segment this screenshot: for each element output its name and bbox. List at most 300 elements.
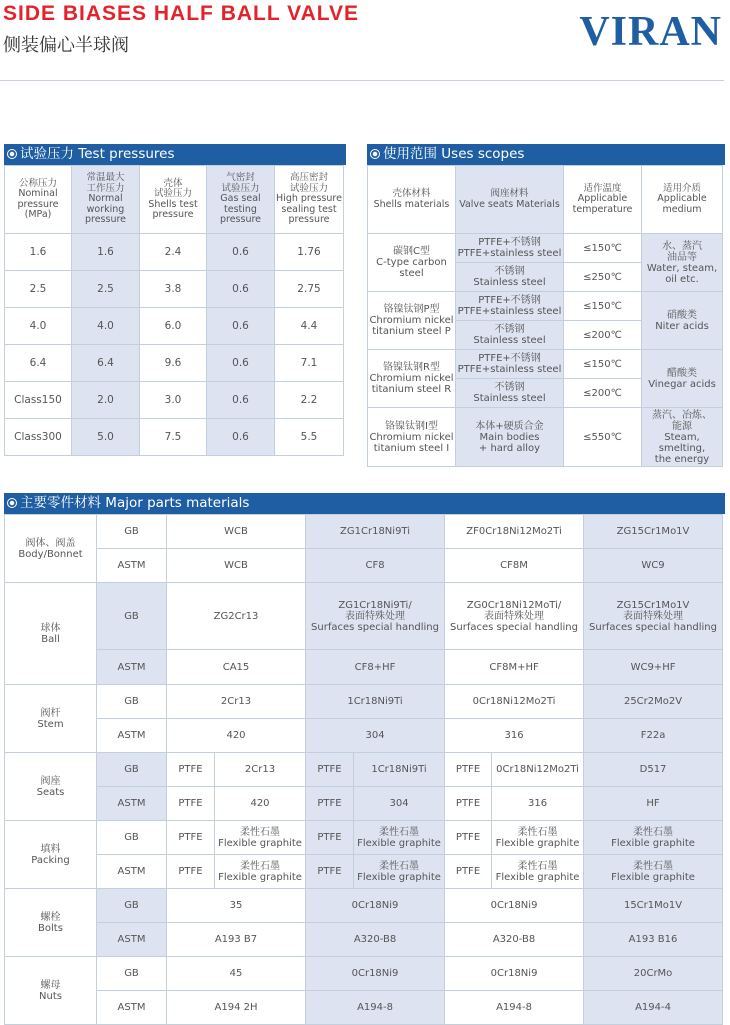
material (215, 855, 306, 889)
cell-text: Water, steam, (646, 262, 718, 274)
cell-text: 15Cr1Mo1V (623, 900, 683, 911)
cell-text: A193 B7 (214, 934, 258, 945)
cell-text: PTFE (455, 798, 481, 809)
cell-text: 0.6 (232, 245, 249, 258)
material (306, 685, 445, 719)
cell-text: WC9+HF (630, 661, 676, 673)
cell-text: ≤200℃ (583, 387, 622, 399)
cell-text: Flexible graphite (495, 837, 580, 849)
cell-text: CF8M+HF (489, 661, 539, 673)
table-cell (5, 345, 72, 382)
material (445, 583, 584, 650)
seat-material (456, 292, 564, 321)
material (167, 991, 306, 1025)
material (306, 583, 445, 650)
cell-text: Seats (36, 786, 65, 798)
table-row (5, 419, 344, 456)
material (445, 855, 492, 889)
table-row (5, 821, 723, 855)
cell-text: GB (124, 526, 139, 537)
part-name (5, 821, 97, 889)
standard (97, 549, 167, 583)
table-row (5, 685, 723, 719)
cell-text: WC9 (641, 560, 665, 571)
table-row (5, 515, 723, 549)
cell-text: 304 (389, 798, 409, 809)
uses-scopes-title: 使用范围 Uses scopes (383, 146, 525, 162)
table-cell (5, 382, 72, 419)
cell-text: A194-8 (357, 1002, 393, 1013)
material (167, 685, 306, 719)
standard (97, 889, 167, 923)
seat-material (456, 379, 564, 408)
cell-text: 2Cr13 (220, 696, 252, 707)
uses-scopes-table (367, 165, 723, 467)
cell-text: PTFE (178, 798, 203, 809)
temperature (564, 350, 642, 379)
cell-text: PTFE (178, 764, 203, 775)
cell-text: 0.6 (232, 393, 249, 406)
table-cell (140, 308, 207, 345)
shell-material (368, 408, 456, 467)
material (445, 821, 492, 855)
cell-text: 1Cr18Ni9Ti (347, 696, 403, 707)
cell-text: 本体+硬质合金 (475, 420, 544, 432)
cell-text: 0Cr18Ni9 (490, 968, 538, 979)
cell-text: PTFE (317, 764, 342, 775)
table-cell (207, 345, 275, 382)
cell-text: Niter acids (655, 320, 709, 332)
table-cell (72, 308, 140, 345)
material (167, 787, 215, 821)
cell-text: CF8+HF (354, 661, 396, 673)
material (306, 650, 445, 685)
cell-text: 填料 (40, 843, 61, 855)
cell-text: GB (124, 610, 139, 622)
standard (97, 923, 167, 957)
cell-text: PTFE+stainless steel (457, 306, 562, 317)
cell-text: PTFE (178, 832, 203, 843)
table-cell (275, 271, 344, 308)
cell-text: 壳体 (163, 177, 183, 189)
cell-text: PTFE+stainless steel (457, 248, 562, 259)
material (354, 821, 445, 855)
table-cell (72, 419, 140, 456)
cell-text: 能源 (672, 420, 692, 432)
table-cell (5, 271, 72, 308)
cell-text: ASTM (117, 730, 146, 741)
cell-text: Stainless steel (473, 277, 546, 288)
cell-text: 35 (229, 900, 243, 911)
seat-material (456, 408, 564, 467)
column-header (564, 166, 642, 234)
table-row (368, 350, 723, 379)
table-row (368, 408, 723, 467)
cell-text: titanium steel R (371, 384, 452, 395)
cell-text: 醋酸类 (667, 367, 697, 379)
table-row (5, 382, 344, 419)
cell-text: 304 (365, 730, 385, 741)
cell-text: 316 (504, 730, 524, 741)
cell-text: Nuts (39, 990, 62, 1002)
cell-text: 高压密封 (289, 172, 328, 184)
cell-text: Shells materials (373, 198, 450, 210)
cell-text: 1.6 (29, 245, 47, 258)
cell-text: 2.5 (97, 282, 114, 295)
temperature (564, 263, 642, 292)
column-header (275, 166, 344, 234)
cell-text: CA15 (222, 661, 250, 673)
cell-text: 1.6 (97, 245, 114, 258)
cell-text: PTFE (455, 832, 481, 843)
cell-text: 2.4 (164, 245, 182, 258)
medium (642, 292, 723, 350)
cell-text: 阀杆 (40, 707, 61, 719)
cell-text: HF (646, 798, 660, 809)
cell-text: 3.0 (164, 393, 182, 406)
material (306, 549, 445, 583)
cell-text: 6.0 (164, 319, 182, 332)
cell-text: steel (399, 268, 424, 279)
material (584, 923, 723, 957)
table-cell (207, 271, 275, 308)
table-row (5, 583, 723, 650)
cell-text: 阀座材料 (490, 188, 529, 199)
cell-text: 45 (229, 968, 243, 979)
shell-material (368, 234, 456, 292)
cell-text: 柔性石墨 (517, 860, 558, 872)
cell-text: Body/Bonnet (18, 548, 83, 560)
material (445, 889, 584, 923)
cell-text: A320-B8 (492, 934, 536, 945)
bullet-icon (370, 149, 380, 159)
cell-text: 4.4 (300, 319, 318, 332)
cell-text: 柔性石墨 (379, 826, 420, 838)
cell-text: 工作压力 (86, 182, 125, 194)
table-header-row (368, 166, 723, 234)
cell-text: 420 (250, 798, 270, 809)
seat-material (456, 350, 564, 379)
cell-text: GB (124, 696, 139, 707)
table-cell (5, 234, 72, 271)
cell-text: 0.6 (232, 356, 249, 369)
cell-text: 2.5 (29, 282, 47, 295)
cell-text: PTFE (317, 832, 342, 843)
table-row (5, 719, 723, 753)
cell-text: 不锈钢 (494, 266, 525, 277)
bullet-icon (7, 149, 17, 159)
cell-text: pressure (219, 214, 262, 226)
column-header (642, 166, 723, 234)
cell-text: (MPa) (24, 209, 52, 220)
cell-text: D517 (639, 764, 667, 775)
cell-text: 试验压力 (289, 182, 328, 194)
table-cell (275, 234, 344, 271)
column-header (456, 166, 564, 234)
material (584, 753, 723, 787)
cell-text: 螺栓 (40, 911, 61, 923)
cell-text: Gas seal (220, 193, 261, 205)
cell-text: 硝酸类 (667, 309, 697, 321)
material (167, 821, 215, 855)
header-divider (0, 80, 724, 81)
material (445, 753, 492, 787)
table-cell (275, 382, 344, 419)
material (445, 549, 584, 583)
table-cell (207, 234, 275, 271)
table-row (5, 991, 723, 1025)
cell-text: GB (124, 764, 139, 775)
cell-text: 2.75 (297, 282, 321, 295)
table-cell (140, 419, 207, 456)
standard (97, 583, 167, 650)
material (492, 821, 584, 855)
cell-text: 5.0 (97, 430, 114, 443)
temperature (564, 234, 642, 263)
material (445, 650, 584, 685)
table-row (5, 923, 723, 957)
cell-text: + hard alloy (478, 442, 541, 454)
cell-text: A320-B8 (353, 934, 397, 945)
cell-text: Surfaces special handling (311, 621, 439, 633)
cell-text: pressure (84, 214, 127, 226)
cell-text: 3.8 (164, 282, 182, 295)
cell-text: pressure (17, 198, 59, 210)
standard (97, 515, 167, 549)
standard (97, 650, 167, 685)
cell-text: GB (124, 832, 139, 843)
major-parts-title-bar (4, 493, 725, 514)
cell-text: Flexible graphite (357, 871, 441, 883)
cell-text: ≤150℃ (583, 358, 622, 370)
cell-text: Steam, smelting, (658, 431, 706, 454)
table-row (5, 650, 723, 685)
standard (97, 787, 167, 821)
table-row (5, 889, 723, 923)
part-name (5, 583, 97, 685)
material (584, 821, 723, 855)
seat-material (456, 321, 564, 350)
cell-text: ASTM (117, 1002, 146, 1013)
cell-text: 铬镍钛钢R型 (383, 362, 440, 373)
cell-text: Flexible graphite (611, 837, 695, 849)
cell-text: PTFE (455, 764, 481, 775)
cell-text: Chromium nickel (369, 315, 454, 326)
cell-text: WCB (224, 560, 248, 571)
table-row (368, 292, 723, 321)
cell-text: PTFE+不锈钢 (478, 237, 541, 248)
cell-text: 柔性石墨 (240, 826, 280, 838)
cell-text: 常温最大 (86, 172, 125, 184)
table-row (5, 345, 344, 382)
cell-text: Stainless steel (473, 335, 546, 346)
table-cell (275, 345, 344, 382)
cell-text: High pressure (276, 193, 342, 205)
cell-text: CF8 (365, 560, 385, 571)
table-row (5, 787, 723, 821)
cell-text: ≤150℃ (583, 300, 622, 312)
table-cell (5, 308, 72, 345)
table-cell (5, 419, 72, 456)
table-row (5, 549, 723, 583)
cell-text: 阀体、阀盖 (25, 537, 76, 549)
column-header (368, 166, 456, 234)
cell-text: pressure (288, 214, 330, 226)
cell-text: 420 (226, 730, 246, 741)
material (584, 957, 723, 991)
cell-text: 表面特殊处理 (345, 610, 406, 622)
cell-text: temperature (572, 203, 633, 215)
cell-text: 试验压力 (153, 188, 192, 199)
cell-text: 1.76 (297, 245, 321, 258)
table-header-row (5, 166, 344, 234)
material (167, 855, 215, 889)
material (354, 855, 445, 889)
cell-text: 7.5 (164, 430, 182, 443)
cell-text: Vinegar acids (648, 378, 716, 390)
cell-text: ASTM (117, 560, 146, 571)
medium (642, 350, 723, 408)
cell-text: ASTM (117, 866, 146, 877)
material (492, 855, 584, 889)
cell-text: 碳钢C型 (393, 246, 430, 257)
table-cell (140, 382, 207, 419)
standard (97, 685, 167, 719)
table-cell (140, 345, 207, 382)
material (306, 923, 445, 957)
cell-text: A194-8 (496, 1002, 532, 1013)
test-pressures-title-bar (4, 144, 346, 165)
cell-text: 铬镍钛钢I型 (385, 420, 438, 432)
cell-text: 1Cr18Ni9Ti (371, 764, 427, 775)
shell-material (368, 292, 456, 350)
material (167, 719, 306, 753)
table-cell (207, 308, 275, 345)
cell-text: 2.0 (97, 393, 114, 406)
cell-text: 壳体材料 (392, 188, 431, 199)
page-title-cn: 侧装偏心半球阀 (3, 35, 129, 56)
cell-text: 2Cr13 (244, 764, 276, 775)
cell-text: 0Cr18Ni12Mo2Ti (472, 696, 556, 707)
cell-text: 柔性石墨 (240, 860, 280, 872)
column-header (207, 166, 275, 234)
material (445, 685, 584, 719)
cell-text: 9.6 (164, 356, 182, 369)
cell-text: medium (662, 203, 702, 215)
cell-text: A193 B16 (628, 934, 678, 945)
part-name (5, 889, 97, 957)
standard (97, 821, 167, 855)
seat-material (456, 234, 564, 263)
cell-text: 柔性石墨 (517, 826, 558, 838)
medium (642, 408, 723, 467)
material (306, 889, 445, 923)
page-title-en: SIDE BIASES HALF BALL VALVE (3, 2, 360, 25)
cell-text: Surfaces special handling (589, 621, 717, 633)
cell-text: ZG1Cr18Ni9Ti (340, 526, 411, 537)
material (306, 991, 445, 1025)
cell-text: 0.6 (232, 282, 249, 295)
cell-text: Stem (37, 718, 64, 730)
cell-text: PTFE+stainless steel (457, 364, 562, 375)
table-cell (72, 345, 140, 382)
material (584, 991, 723, 1025)
material (306, 719, 445, 753)
table-cell (72, 234, 140, 271)
major-parts-table (4, 514, 723, 1025)
cell-text: 螺母 (40, 979, 61, 991)
cell-text: ≤150℃ (583, 242, 622, 254)
table-row (5, 234, 344, 271)
material (215, 821, 306, 855)
table-cell (140, 234, 207, 271)
temperature (564, 408, 642, 467)
cell-text: 不锈钢 (494, 324, 525, 335)
material (306, 515, 445, 549)
cell-text: working (86, 203, 125, 215)
cell-text: 4.0 (97, 319, 114, 332)
cell-text: ZG0Cr18Ni12MoTi/ (466, 599, 562, 611)
material (584, 515, 723, 549)
cell-text: Bolts (38, 922, 63, 934)
cell-text: ≤250℃ (583, 271, 622, 283)
material (584, 685, 723, 719)
cell-text: ≤550℃ (583, 431, 622, 443)
cell-text: ≤200℃ (583, 329, 622, 341)
material (167, 957, 306, 991)
cell-text: Chromium nickel (369, 373, 454, 384)
medium (642, 234, 723, 292)
cell-text: 气密封 (226, 172, 255, 184)
cell-text: Flexible graphite (218, 837, 302, 849)
standard (97, 957, 167, 991)
table-row (5, 308, 344, 345)
part-name (5, 685, 97, 753)
cell-text: 阀座 (40, 775, 61, 787)
cell-text: 0Cr18Ni12Mo2Ti (496, 764, 579, 775)
table-cell (72, 382, 140, 419)
major-parts-title: 主要零件材料 Major parts materials (20, 495, 250, 511)
table-row (5, 271, 344, 308)
material (215, 753, 306, 787)
cell-text: PTFE (317, 866, 342, 877)
cell-text: Nominal (18, 188, 58, 199)
column-header (72, 166, 140, 234)
seat-material (456, 263, 564, 292)
cell-text: 2.2 (300, 393, 318, 406)
cell-text: 柔性石墨 (633, 826, 674, 838)
material (167, 753, 215, 787)
material (354, 753, 445, 787)
brand-logo: VIRAN (579, 9, 722, 55)
cell-text: Stainless steel (473, 393, 546, 404)
cell-text: ZG2Cr13 (213, 610, 259, 622)
cell-text: 蒸汽、冶炼、 (652, 409, 712, 421)
temperature (564, 292, 642, 321)
material (584, 855, 723, 889)
cell-text: 表面特殊处理 (623, 610, 684, 622)
cell-text: Surfaces special handling (450, 621, 578, 633)
table-cell (275, 308, 344, 345)
cell-text: Valve seats Materials (459, 198, 560, 210)
cell-text: Flexible graphite (357, 837, 441, 849)
cell-text: Main bodies (479, 431, 540, 443)
cell-text: Packing (31, 854, 70, 866)
cell-text: Normal (88, 193, 123, 205)
cell-text: 适用介质 (662, 182, 701, 194)
cell-text: 5.5 (300, 430, 318, 443)
cell-text: ASTM (117, 934, 146, 945)
